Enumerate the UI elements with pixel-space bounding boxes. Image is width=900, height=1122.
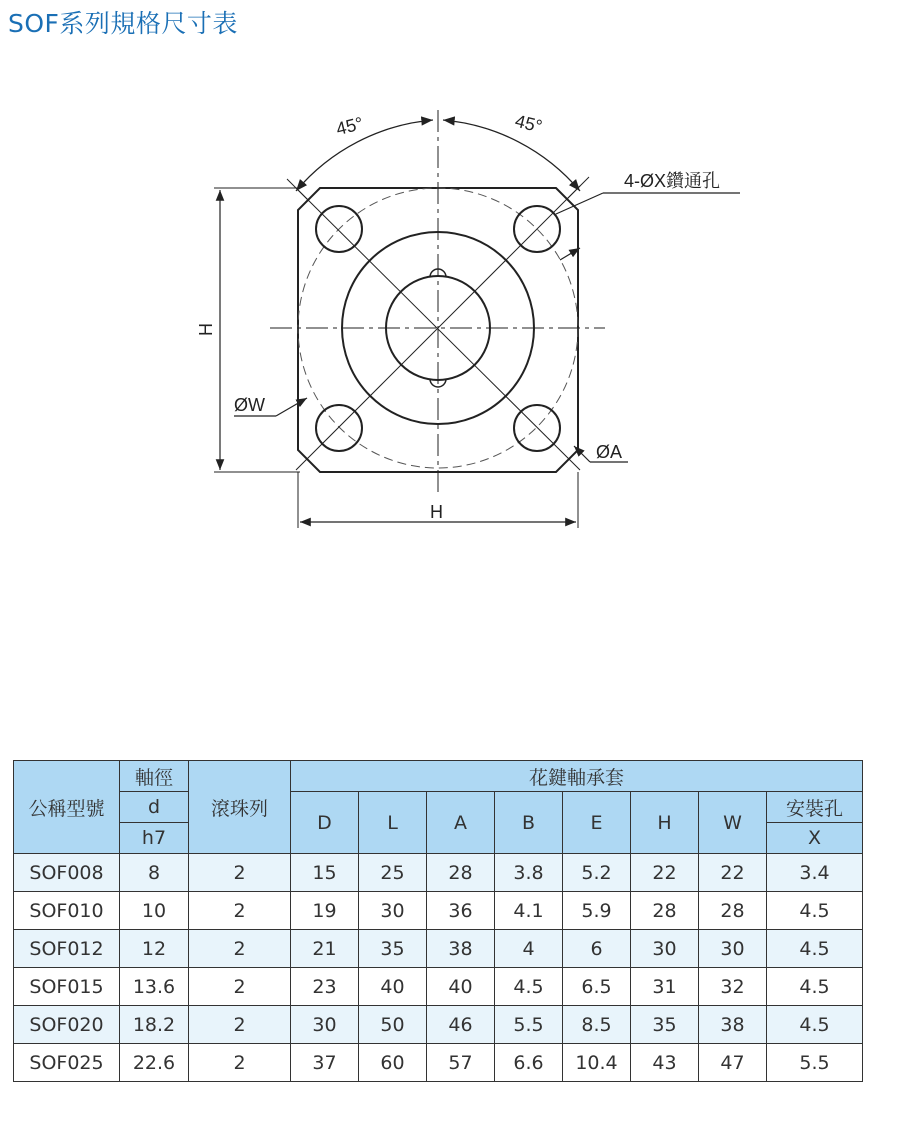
header-shaft-tolerance: h7 (120, 823, 189, 854)
cell-D: 23 (291, 968, 359, 1006)
cell-W: 47 (699, 1044, 767, 1082)
cell-L: 35 (359, 930, 427, 968)
header-col-L: L (359, 792, 427, 854)
cell-L: 30 (359, 892, 427, 930)
cell-W: 22 (699, 854, 767, 892)
header-col-H: H (631, 792, 699, 854)
page-title: SOF系列規格尺寸表 (8, 9, 238, 38)
cell-balls: 2 (189, 854, 291, 892)
cell-E: 6.5 (563, 968, 631, 1006)
table-row (14, 968, 863, 1006)
header-col-A: A (427, 792, 495, 854)
spec-table (13, 760, 863, 1082)
cell-D: 19 (291, 892, 359, 930)
mount-hole-bl (316, 405, 362, 451)
cell-H: 22 (631, 854, 699, 892)
header-shaft: 軸徑 (120, 761, 189, 792)
cell-model: SOF025 (14, 1044, 120, 1082)
cell-A: 40 (427, 968, 495, 1006)
cell-E: 6 (563, 930, 631, 968)
header-mount: 安裝孔 (767, 792, 863, 823)
header-col-W: W (699, 792, 767, 854)
cell-B: 4 (495, 930, 563, 968)
cell-X: 4.5 (767, 930, 863, 968)
cell-d: 22.6 (120, 1044, 189, 1082)
cell-X: 5.5 (767, 1044, 863, 1082)
table-row (14, 930, 863, 968)
header-mount-x: X (767, 823, 863, 854)
label-h-vertical: H (196, 323, 216, 336)
cell-B: 4.5 (495, 968, 563, 1006)
cell-H: 35 (631, 1006, 699, 1044)
cell-H: 43 (631, 1044, 699, 1082)
cell-L: 60 (359, 1044, 427, 1082)
header-col-E: E (563, 792, 631, 854)
cell-X: 4.5 (767, 892, 863, 930)
cell-model: SOF012 (14, 930, 120, 968)
cell-H: 28 (631, 892, 699, 930)
cell-E: 8.5 (563, 1006, 631, 1044)
cell-W: 28 (699, 892, 767, 930)
cell-balls: 2 (189, 892, 291, 930)
header-col-B: B (495, 792, 563, 854)
cell-E: 5.9 (563, 892, 631, 930)
cell-d: 13.6 (120, 968, 189, 1006)
cell-balls: 2 (189, 930, 291, 968)
cell-L: 50 (359, 1006, 427, 1044)
cell-W: 30 (699, 930, 767, 968)
label-h-horizontal: H (430, 502, 443, 522)
cell-d: 18.2 (120, 1006, 189, 1044)
header-col-D: D (291, 792, 359, 854)
cell-d: 10 (120, 892, 189, 930)
cell-E: 10.4 (563, 1044, 631, 1082)
cell-D: 30 (291, 1006, 359, 1044)
table-row (14, 1006, 863, 1044)
cell-A: 28 (427, 854, 495, 892)
cell-H: 31 (631, 968, 699, 1006)
angle-arc-right (443, 120, 580, 191)
cell-W: 32 (699, 968, 767, 1006)
cell-X: 4.5 (767, 968, 863, 1006)
table-row (14, 854, 863, 892)
cell-D: 15 (291, 854, 359, 892)
header-balls: 滾珠列 (189, 761, 291, 854)
cell-model: SOF020 (14, 1006, 120, 1044)
angle-label-right: 45° (513, 110, 545, 137)
cell-model: SOF008 (14, 854, 120, 892)
angle-label-left: 45° (333, 113, 366, 140)
header-model: 公稱型號 (14, 761, 120, 854)
cell-d: 12 (120, 930, 189, 968)
cell-D: 21 (291, 930, 359, 968)
cell-A: 36 (427, 892, 495, 930)
cell-D: 37 (291, 1044, 359, 1082)
cell-B: 3.8 (495, 854, 563, 892)
cell-B: 6.6 (495, 1044, 563, 1082)
header-housing: 花鍵軸承套 (291, 761, 863, 792)
cell-model: SOF015 (14, 968, 120, 1006)
header-shaft-d: d (120, 792, 189, 823)
hole-note: 4-ØX鑽通孔 (624, 171, 721, 191)
cell-balls: 2 (189, 1044, 291, 1082)
cell-X: 4.5 (767, 1006, 863, 1044)
cell-L: 25 (359, 854, 427, 892)
table-row (14, 1044, 863, 1082)
cell-E: 5.2 (563, 854, 631, 892)
cell-balls: 2 (189, 1006, 291, 1044)
cell-A: 46 (427, 1006, 495, 1044)
cell-balls: 2 (189, 968, 291, 1006)
cell-A: 57 (427, 1044, 495, 1082)
cell-H: 30 (631, 930, 699, 968)
cell-model: SOF010 (14, 892, 120, 930)
cell-d: 8 (120, 854, 189, 892)
cell-A: 38 (427, 930, 495, 968)
cell-B: 4.1 (495, 892, 563, 930)
cell-B: 5.5 (495, 1006, 563, 1044)
cell-L: 40 (359, 968, 427, 1006)
label-w: ØW (234, 395, 265, 415)
label-a: ØA (596, 442, 623, 462)
cell-W: 38 (699, 1006, 767, 1044)
table-row (14, 892, 863, 930)
cell-X: 3.4 (767, 854, 863, 892)
